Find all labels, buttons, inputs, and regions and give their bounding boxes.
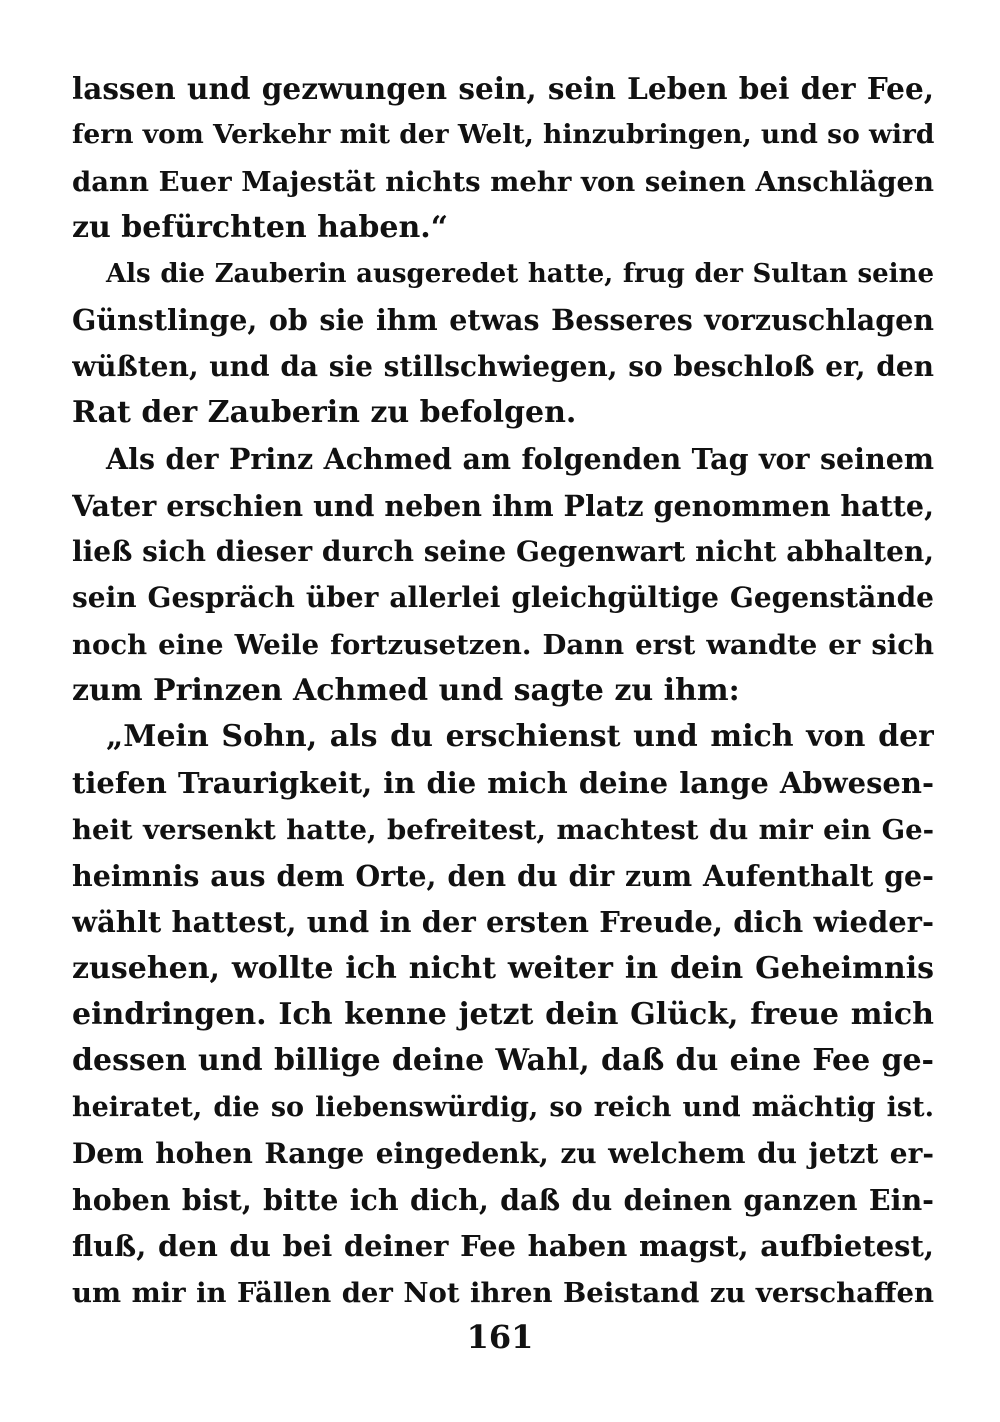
text-line: dessen und billige deine Wahl, daß du eine Fee ge- [72,1043,934,1079]
text-line: heiratet, die so liebenswürdig, so reich und mächtig ist. [72,1091,934,1123]
text-line: wählt hattest, und in der ersten Freude, dich wieder- [72,905,934,940]
text-line: dann Euer Majestät nichts mehr von seinen Anschlägen [72,165,934,198]
text-line: noch eine Weile fortzusetzen. Dann erst wandte er sich [72,628,934,661]
text-line: sein Gespräch über allerlei gleichgültige Gegenstände [72,581,934,615]
text-line: fluß, den du bei deiner Fee haben magst, aufbietest, [72,1229,934,1264]
text-line: ließ sich dieser durch seine Gegenwart nicht abhalten, [72,534,934,568]
page-number: 161 [466,1318,534,1356]
text-line: fern vom Verkehr mit der Welt, hinzubringen, und so wird [72,119,934,151]
text-line: zum Prinzen Achmed und sagte zu ihm: [72,672,740,708]
text-line: Vater erschien und neben ihm Platz genommen hatte, [72,488,934,523]
text-line: „Mein Sohn, als du erschienst und mich von der [106,719,934,755]
text-line: lassen und gezwungen sein, sein Leben bei der Fee, [72,71,934,106]
body-text [72,66,934,1316]
text-line: eindringen. Ich kenne jetzt dein Glück, freue mich [72,996,934,1032]
text-line: tiefen Traurigkeit, in die mich deine lange Abwesen- [72,766,934,801]
text-line: Als der Prinz Achmed am folgenden Tag vor seinem [106,442,934,477]
text-line: heit versenkt hatte, befreitest, machtest du mir ein Ge- [72,813,934,846]
text-line: Günstlinge, ob sie ihm etwas Besseres vorzuschlagen [72,303,934,338]
text-line: wüßten, und da sie stillschwiegen, so beschloß er, den [72,349,934,383]
text-line: zu befürchten haben.“ [72,209,448,245]
text-line: Dem hohen Range eingedenk, zu welchem du jetzt er- [72,1136,934,1170]
text-line: zusehen, wollte ich nicht weiter in dein Geheimnis [72,950,934,986]
text-line: Als die Zauberin ausgeredet hatte, frug der Sultan seine [106,259,934,290]
text-line: Rat der Zauberin zu befolgen. [72,395,577,431]
text-line: heimnis aus dem Orte, den du dir zum Aufenthalt ge- [72,859,934,894]
text-line: um mir in Fällen der Not ihren Beistand zu verschaffen [72,1276,934,1309]
text-line: hoben bist, bitte ich dich, daß du deinen ganzen Ein- [72,1183,934,1218]
